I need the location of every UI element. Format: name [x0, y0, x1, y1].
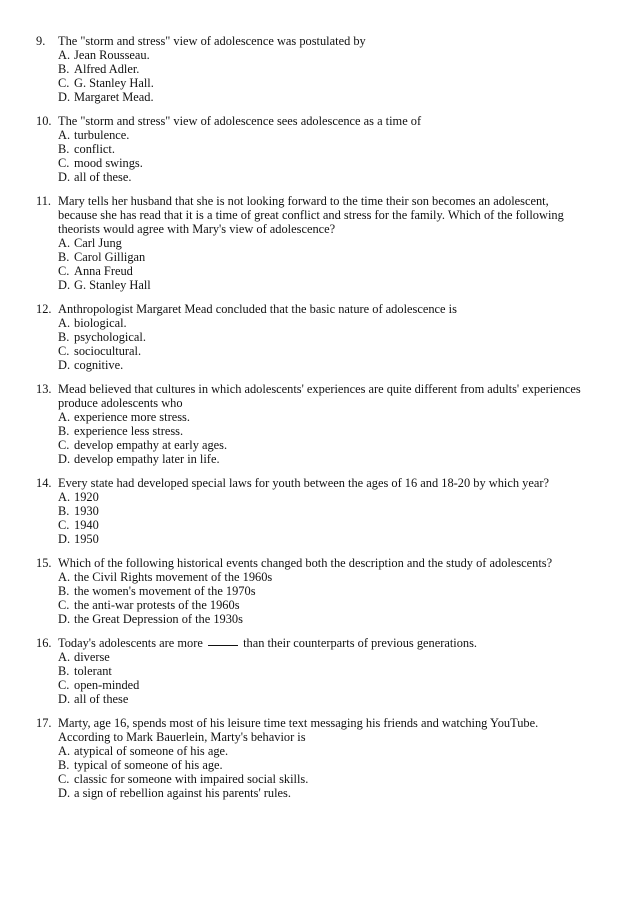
option-letter: B.: [58, 664, 70, 678]
option-a: [58, 236, 616, 250]
question-16: [36, 636, 616, 706]
option-letter: B.: [58, 758, 70, 772]
question-11: [36, 194, 616, 292]
option-letter: D.: [58, 278, 71, 292]
option-d: [58, 278, 616, 292]
option-text: psychological.: [74, 330, 146, 344]
option-b: [58, 504, 616, 518]
option-letter: B.: [58, 330, 70, 344]
option-text: the Civil Rights movement of the 1960s: [74, 570, 273, 584]
option-text: atypical of someone of his age.: [74, 744, 229, 758]
option-b: [58, 142, 616, 156]
question-text: [58, 716, 616, 744]
option-d: [58, 90, 616, 104]
option-d: [58, 612, 616, 626]
question-line: Which of the following historical events changed both the description and the study of adolescents?: [58, 556, 553, 570]
question-line: Mary tells her husband that she is not looking forward to the time their son becomes an adolescent,: [58, 194, 549, 208]
option-list: [58, 316, 616, 372]
fill-in-blank: [208, 645, 238, 646]
option-letter: D.: [58, 358, 71, 372]
option-b: [58, 250, 616, 264]
option-c: [58, 772, 616, 786]
question-17: [36, 716, 616, 800]
option-letter: B.: [58, 62, 70, 76]
option-letter: A.: [58, 650, 71, 664]
option-text: biological.: [74, 316, 127, 330]
option-d: [58, 532, 616, 546]
option-text: Jean Rousseau.: [74, 48, 150, 62]
question-13: [36, 382, 616, 466]
question-line: because she has read that it is a time of great conflict and stress for the family. Which of the following: [58, 208, 564, 222]
question-number: 17.: [36, 716, 52, 730]
option-b: [58, 62, 616, 76]
option-letter: D.: [58, 612, 71, 626]
question-number: 13.: [36, 382, 52, 396]
question-number: 10.: [36, 114, 52, 128]
option-letter: D.: [58, 786, 71, 800]
question-prefix: Today's adolescents are more: [58, 636, 203, 650]
option-letter: D.: [58, 532, 71, 546]
option-text: G. Stanley Hall: [74, 278, 151, 292]
option-a: [58, 48, 616, 62]
option-list: [58, 744, 616, 800]
option-text: the Great Depression of the 1930s: [74, 612, 243, 626]
question-line: The "storm and stress" view of adolescence sees adolescence as a time of: [58, 114, 422, 128]
option-text: cognitive.: [74, 358, 124, 372]
question-line: theorists would agree with Mary's view of adolescence?: [58, 222, 336, 236]
question-line: Anthropologist Margaret Mead concluded that the basic nature of adolescence is: [58, 302, 457, 316]
option-letter: C.: [58, 518, 70, 532]
option-letter: C.: [58, 344, 70, 358]
question-text: [58, 476, 616, 490]
option-letter: A.: [58, 236, 71, 250]
option-list: [58, 236, 616, 292]
option-d: [58, 170, 616, 184]
question-line: [58, 636, 616, 650]
question-text: [58, 556, 616, 570]
question-suffix: than their counterparts of previous generations.: [243, 636, 478, 650]
option-c: [58, 598, 616, 612]
question-text: [58, 194, 616, 236]
option-text: sociocultural.: [74, 344, 142, 358]
option-list: [58, 490, 616, 546]
option-text: develop empathy at early ages.: [74, 438, 228, 452]
option-b: [58, 424, 616, 438]
question-number: 12.: [36, 302, 52, 316]
option-text: all of these: [74, 692, 129, 706]
question-number: 15.: [36, 556, 52, 570]
question-line: Every state had developed special laws for youth between the ages of 16 and 18-20 by which year?: [58, 476, 549, 490]
question-12: [36, 302, 616, 372]
question-14: [36, 476, 616, 546]
option-a: [58, 570, 616, 584]
question-number: 14.: [36, 476, 52, 490]
option-c: [58, 438, 616, 452]
option-a: [58, 650, 616, 664]
option-c: [58, 264, 616, 278]
option-letter: B.: [58, 142, 70, 156]
option-d: [58, 692, 616, 706]
question-number: 16.: [36, 636, 52, 650]
option-a: [58, 410, 616, 424]
question-line: Mead believed that cultures in which adolescents' experiences are quite different from adults' experiences: [58, 382, 581, 396]
option-list: [58, 410, 616, 466]
option-text: G. Stanley Hall.: [74, 76, 154, 90]
option-c: [58, 678, 616, 692]
option-letter: A.: [58, 744, 71, 758]
question-text: [58, 382, 616, 410]
option-d: [58, 452, 616, 466]
question-number: 11.: [36, 194, 52, 208]
option-text: open-minded: [74, 678, 140, 692]
option-letter: A.: [58, 316, 71, 330]
option-b: [58, 758, 616, 772]
option-letter: A.: [58, 490, 71, 504]
option-a: [58, 316, 616, 330]
option-text: Carl Jung: [74, 236, 122, 250]
option-letter: B.: [58, 504, 70, 518]
option-list: [58, 650, 616, 706]
option-letter: D.: [58, 90, 71, 104]
option-text: a sign of rebellion against his parents' rules.: [74, 786, 291, 800]
option-letter: C.: [58, 156, 70, 170]
option-b: [58, 584, 616, 598]
option-text: Anna Freud: [74, 264, 133, 278]
option-a: [58, 128, 616, 142]
option-text: 1950: [74, 532, 99, 546]
option-text: develop empathy later in life.: [74, 452, 220, 466]
question-text: [58, 636, 616, 650]
question-line: Marty, age 16, spends most of his leisure time text messaging his friends and watching YouTube.: [58, 716, 539, 730]
question-9: [36, 34, 616, 104]
option-c: [58, 76, 616, 90]
option-list: [58, 128, 616, 184]
option-text: the women's movement of the 1970s: [74, 584, 256, 598]
option-letter: B.: [58, 424, 70, 438]
option-letter: A.: [58, 128, 71, 142]
option-text: the anti-war protests of the 1960s: [74, 598, 240, 612]
option-c: [58, 344, 616, 358]
option-c: [58, 518, 616, 532]
option-letter: C.: [58, 598, 70, 612]
option-text: diverse: [74, 650, 110, 664]
option-text: mood swings.: [74, 156, 143, 170]
question-text: [58, 114, 616, 128]
option-letter: C.: [58, 772, 70, 786]
option-text: Margaret Mead.: [74, 90, 154, 104]
option-text: experience more stress.: [74, 410, 190, 424]
option-letter: A.: [58, 48, 71, 62]
option-a: [58, 744, 616, 758]
question-15: [36, 556, 616, 626]
option-text: tolerant: [74, 664, 112, 678]
option-text: Alfred Adler.: [74, 62, 140, 76]
option-letter: A.: [58, 410, 71, 424]
option-list: [58, 570, 616, 626]
option-b: [58, 330, 616, 344]
option-list: [58, 48, 616, 104]
option-text: all of these.: [74, 170, 132, 184]
option-letter: B.: [58, 584, 70, 598]
question-line: The "storm and stress" view of adolescence was postulated by: [58, 34, 366, 48]
option-d: [58, 786, 616, 800]
option-d: [58, 358, 616, 372]
option-b: [58, 664, 616, 678]
option-letter: C.: [58, 76, 70, 90]
option-text: experience less stress.: [74, 424, 184, 438]
option-c: [58, 156, 616, 170]
option-text: turbulence.: [74, 128, 130, 142]
option-text: 1930: [74, 504, 99, 518]
option-text: 1940: [74, 518, 99, 532]
question-text: [58, 302, 616, 316]
option-text: classic for someone with impaired social skills.: [74, 772, 309, 786]
option-letter: D.: [58, 452, 71, 466]
option-letter: A.: [58, 570, 71, 584]
option-letter: B.: [58, 250, 70, 264]
option-a: [58, 490, 616, 504]
option-letter: C.: [58, 264, 70, 278]
option-letter: D.: [58, 692, 71, 706]
question-line: According to Mark Bauerlein, Marty's behavior is: [58, 730, 306, 744]
question-text: [58, 34, 616, 48]
question-number: 9.: [36, 34, 46, 48]
option-text: conflict.: [74, 142, 115, 156]
option-text: typical of someone of his age.: [74, 758, 223, 772]
option-letter: C.: [58, 438, 70, 452]
option-text: 1920: [74, 490, 99, 504]
question-10: [36, 114, 616, 184]
question-line: produce adolescents who: [58, 396, 183, 410]
option-letter: C.: [58, 678, 70, 692]
option-text: Carol Gilligan: [74, 250, 146, 264]
option-letter: D.: [58, 170, 71, 184]
